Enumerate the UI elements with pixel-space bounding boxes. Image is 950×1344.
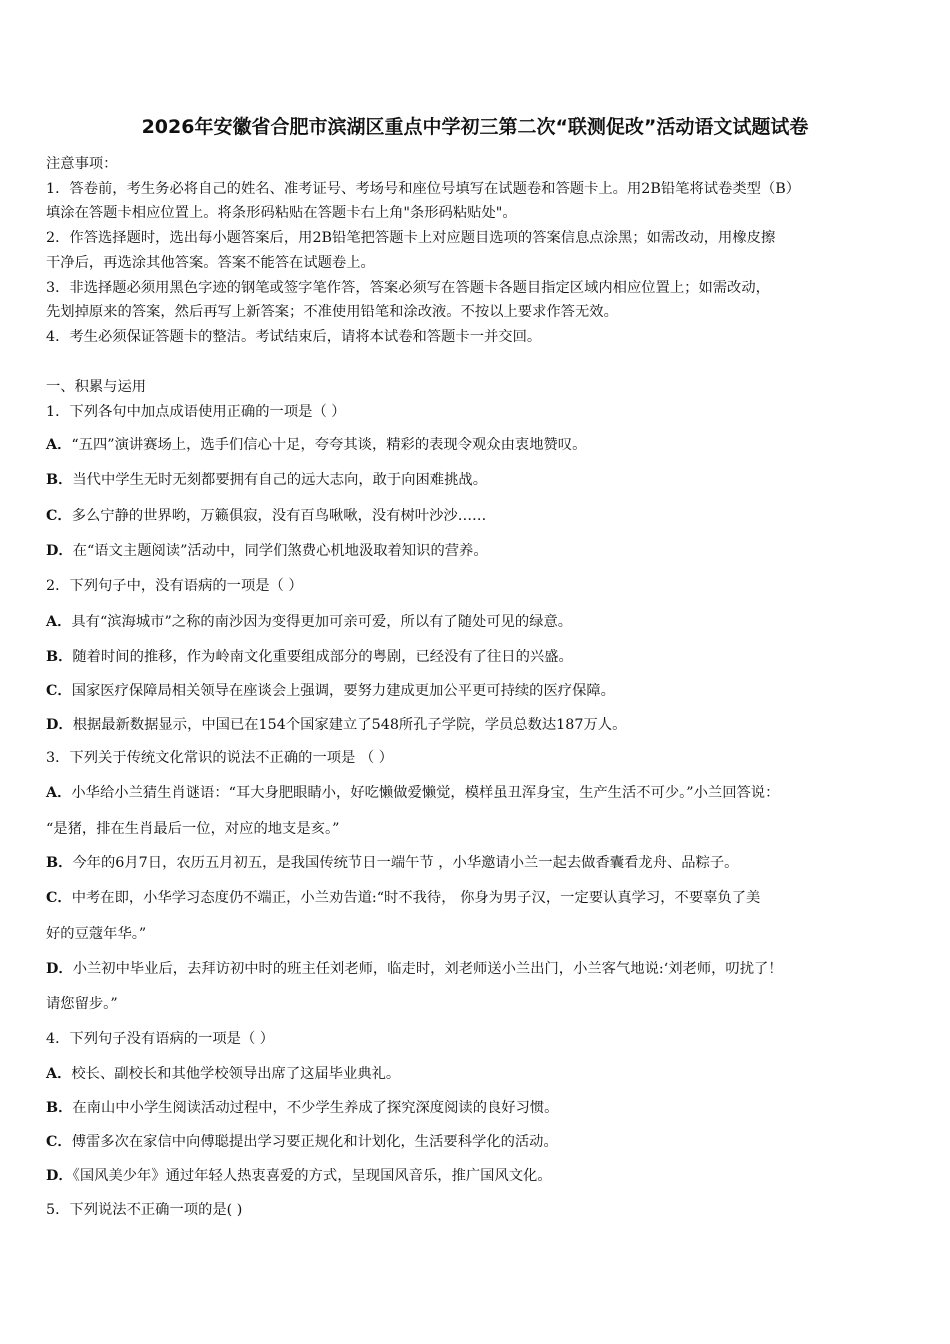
option-label: B． [46, 472, 73, 488]
option-text: 小兰初中毕业后，去拜访初中时的班主任刘老师，临走时，刘老师送小兰出门，小兰客气地说:‘刘老师，叨扰了！ [72, 961, 783, 977]
notice-line: 1．答卷前，考生务必将自己的姓名、准考证号、考场号和座位号填写在试题卷和答题卡上。用2B铅笔将试卷类型（B） [46, 181, 801, 197]
option-text: 国家医疗保障局相关领导在座谈会上强调，要努力建成更加公平更可持续的医疗保障。 [71, 683, 615, 699]
question-option [46, 888, 760, 908]
question-stem: 2．下列句子中，没有语病的一项是（ ） [46, 578, 303, 594]
section-heading: 一、积累与运用 [46, 379, 147, 395]
option-text: 多么宁静的世界哟，万籁俱寂，没有百鸟啾啾，没有树叶沙沙…… [71, 508, 487, 524]
exam-title: 2026年安徽省合肥市滨湖区重点中学初三第二次“联测促改”活动语文试题试卷 [141, 116, 809, 138]
question-option [46, 470, 487, 490]
question-option [46, 1064, 400, 1084]
question-option [46, 1166, 552, 1186]
question-option [46, 612, 572, 632]
question-option [46, 541, 488, 561]
question-option [46, 853, 738, 873]
option-text: “五四”演讲赛场上，选手们信心十足，夸夸其谈，精彩的表现令观众由衷地赞叹。 [71, 437, 587, 453]
question-stem: 1．下列各句中加点成语使用正确的一项是（ ） [46, 404, 346, 420]
question-option [46, 783, 779, 803]
option-label: C． [46, 683, 72, 699]
option-label: D． [46, 1168, 73, 1184]
option-label: A． [46, 785, 72, 801]
question-option [46, 1098, 558, 1118]
question-stem: 3．下列关于传统文化常识的说法不正确的一项是 （ ） [46, 750, 394, 766]
option-continuation: “是猪，排在生肖最后一位，对应的地支是亥。” [46, 821, 340, 837]
option-label: A． [46, 614, 72, 630]
question-option [46, 1132, 558, 1152]
notice-line: 干净后，再选涂其他答案。答案不能答在试题卷上。 [46, 255, 375, 271]
notice-line: 2．作答选择题时，选出每小题答案后，用2B铅笔把答题卡上对应题目选项的答案信息点涂黑；如需改动，用橡皮擦 [46, 230, 776, 246]
option-text: 随着时间的推移，作为岭南文化重要组成部分的粤剧，已经没有了往日的兴盛。 [72, 649, 573, 665]
option-label: A． [46, 1066, 72, 1082]
notice-line: 3．非选择题必须用黑色字迹的钢笔或签字笔作答，答案必须写在答题卡各题目指定区域内相应位置上；如需改动， [46, 280, 770, 296]
option-label: D． [46, 543, 73, 559]
question-option [46, 435, 586, 455]
question-option [46, 959, 783, 979]
option-text: 具有“滨海城市”之称的南沙因为变得更加可亲可爱，所以有了随处可见的绿意。 [71, 614, 573, 630]
option-label: D． [46, 961, 73, 977]
question-stem: 4．下列句子没有语病的一项是（ ） [46, 1031, 275, 1047]
option-label: C． [46, 508, 72, 524]
option-text: 今年的6月7日，农历五月初五，是我国传统节日一端午节 ，小华邀请小兰一起去做香囊看龙舟、品粽子。 [72, 855, 739, 871]
question-option [46, 647, 573, 667]
question-option [46, 715, 626, 735]
notice-heading: 注意事项： [46, 156, 118, 172]
option-label: B． [46, 1100, 73, 1116]
question-stem: 5．下列说法不正确一项的是( ) [46, 1202, 243, 1218]
notice-line: 填涂在答题卡相应位置上。将条形码粘贴在答题卡右上角"条形码粘贴处"。 [46, 205, 517, 221]
option-text: 当代中学生无时无刻都要拥有自己的远大志向，敢于向困难挑战。 [72, 472, 487, 488]
option-text: 小华给小兰猜生肖谜语：“耳大身肥眼睛小，好吃懒做爱懒觉，模样虽丑浑身宝，生产生活不可少。”小兰回答说： [71, 785, 780, 801]
option-text: 《国风美少年》通过年轻人热衷喜爱的方式，呈现国风音乐，推广国风文化。 [72, 1168, 552, 1184]
option-label: C． [46, 1134, 72, 1150]
option-continuation: 好的豆蔻年华。” [46, 926, 147, 942]
question-option [46, 506, 486, 526]
option-continuation: 请您留步。” [46, 996, 118, 1012]
option-text: 校长、副校长和其他学校领导出席了这届毕业典礼。 [71, 1066, 401, 1082]
option-text: 在南山中小学生阅读活动过程中，不少学生养成了探究深度阅读的良好习惯。 [72, 1100, 559, 1116]
option-label: C． [46, 890, 72, 906]
option-text: 中考在即，小华学习态度仍不端正，小兰劝告道:“时不我待， 你身为男子汉，一定要认真学习，不要辜负了美 [71, 890, 761, 906]
option-label: B． [46, 855, 73, 871]
option-text: 根据最新数据显示，中国已在154个国家建立了548所孔子学院，学员总数达187万人。 [72, 717, 627, 733]
option-label: A． [46, 437, 72, 453]
option-label: B． [46, 649, 73, 665]
notice-line: 先划掉原来的答案，然后再写上新答案；不准使用铅笔和涂改液。不按以上要求作答无效。 [46, 304, 618, 320]
option-text: 在“语文主题阅读”活动中，同学们煞费心机地汲取着知识的营养。 [72, 543, 488, 559]
option-text: 傅雷多次在家信中向傅聪提出学习要正规化和计划化，生活要科学化的活动。 [71, 1134, 558, 1150]
option-label: D． [46, 717, 73, 733]
question-option [46, 681, 615, 701]
notice-line: 4．考生必须保证答题卡的整洁。考试结束后，请将本试卷和答题卡一并交回。 [46, 329, 542, 345]
